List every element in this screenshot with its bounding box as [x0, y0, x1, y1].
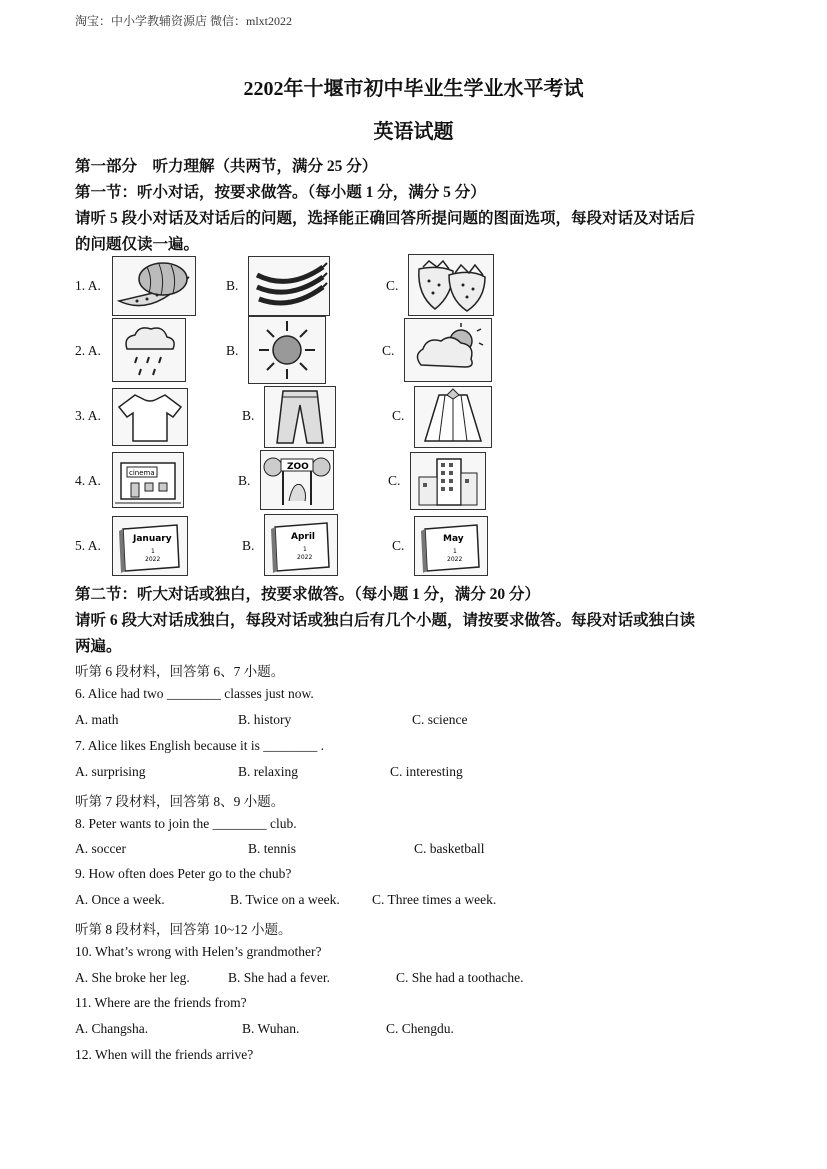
page-header: 淘宝：中小学教辅资源店 微信：mlxt2022: [75, 14, 293, 28]
question-9: 9. How often does Peter go to the chub?: [75, 866, 292, 881]
q2-option-c-label: C.: [382, 343, 395, 358]
q4-option-a-label: 4. A.: [75, 473, 101, 488]
q5-option-a-label: 5. A.: [75, 538, 101, 553]
calendar-month: May: [443, 534, 464, 544]
q9-option-c[interactable]: C. Three times a week.: [372, 892, 497, 907]
calendar-year: 2022: [145, 556, 161, 563]
section2-instruction-2: 两遍。: [75, 638, 122, 655]
q11-option-b[interactable]: B. Wuhan.: [242, 1021, 300, 1036]
calendar-icon[interactable]: [112, 516, 188, 576]
q7-option-c[interactable]: C. interesting: [390, 764, 463, 779]
tshirt-icon[interactable]: [112, 388, 188, 446]
bananas-icon[interactable]: [248, 256, 330, 316]
calendar-icon[interactable]: [264, 514, 338, 576]
part1-heading: 第一部分 听力理解（共两节，满分 25 分）: [75, 158, 378, 175]
section2-heading: 第二节：听大对话或独白，按要求做答。（每小题 1 分，满分 20 分）: [75, 586, 541, 603]
q10-option-a[interactable]: A. She broke her leg.: [75, 970, 190, 985]
q2-option-a-label: 2. A.: [75, 343, 101, 358]
question-11: 11. Where are the friends from?: [75, 995, 247, 1010]
q7-option-a[interactable]: A. surprising: [75, 764, 146, 779]
calendar-year: 2022: [297, 554, 313, 561]
q11-option-a[interactable]: A. Changsha.: [75, 1021, 149, 1036]
calendar-year: 2022: [447, 556, 463, 563]
question-10: 10. What’s wrong with Helen’s grandmother?: [75, 944, 322, 959]
cinema-icon[interactable]: [112, 452, 184, 508]
section2-instruction-1: 请听 6 段大对话成独白，每段对话或独白后有几个小题，请按要求做答。每段对话或独白读: [75, 612, 696, 629]
calendar-icon[interactable]: [414, 516, 488, 576]
q1-option-a-label: 1. A.: [75, 278, 101, 293]
q3-option-a-label: 3. A.: [75, 408, 101, 423]
q5-option-b-label: B.: [242, 538, 255, 553]
q8-option-a[interactable]: A. soccer: [75, 841, 126, 856]
section1-heading: 第一节：听小对话，按要求做答。（每小题 1 分，满分 5 分）: [75, 184, 486, 201]
q2-option-b-label: B.: [226, 343, 239, 358]
material-8-note: 听第 8 段材料，回答第 10~12 小题。: [75, 922, 292, 937]
q9-option-b[interactable]: B. Twice on a week.: [230, 892, 340, 907]
q8-option-c[interactable]: C. basketball: [414, 841, 485, 856]
material-6-note: 听第 6 段材料，回答第 6、7 小题。: [75, 664, 285, 679]
zoo-sign-text: ZOO: [287, 462, 309, 472]
section1-instruction-2: 的问题仅读一遍。: [75, 236, 200, 253]
zoo-icon[interactable]: [260, 450, 334, 510]
q10-option-c[interactable]: C. She had a toothache.: [396, 970, 524, 985]
building-icon[interactable]: [410, 452, 486, 510]
calendar-day: 1: [453, 548, 457, 555]
q3-option-b-label: B.: [242, 408, 255, 423]
question-12: 12. When will the friends arrive?: [75, 1047, 254, 1062]
exam-subtitle: 英语试题: [373, 121, 454, 143]
q11-option-c[interactable]: C. Chengdu.: [386, 1021, 454, 1036]
q8-option-b[interactable]: B. tennis: [248, 841, 297, 856]
sun-icon[interactable]: [248, 316, 326, 384]
q4-option-c-label: C.: [388, 473, 401, 488]
watermelon-icon[interactable]: [112, 256, 196, 316]
trousers-icon[interactable]: [264, 386, 336, 448]
q3-option-c-label: C.: [392, 408, 405, 423]
question-6: 6. Alice had two ________ classes just now.: [75, 686, 314, 701]
q9-option-a[interactable]: A. Once a week.: [75, 892, 165, 907]
q6-option-b[interactable]: B. history: [238, 712, 292, 727]
rain-cloud-icon[interactable]: [112, 318, 186, 382]
section1-instruction-1: 请听 5 段小对话及对话后的问题，选择能正确回答所提问题的图面选项，每段对话及对话后: [75, 210, 696, 227]
exam-title: 2202年十堰市初中毕业生学业水平考试: [243, 78, 584, 100]
question-7: 7. Alice likes English because it is ________ .: [75, 738, 324, 753]
calendar-month: January: [133, 534, 172, 544]
q1-option-b-label: B.: [226, 278, 239, 293]
calendar-day: 1: [303, 546, 307, 553]
strawberries-icon[interactable]: [408, 254, 494, 316]
skirt-icon[interactable]: [414, 386, 492, 448]
q1-option-c-label: C.: [386, 278, 399, 293]
material-7-note: 听第 7 段材料，回答第 8、9 小题。: [75, 794, 285, 809]
q7-option-b[interactable]: B. relaxing: [238, 764, 298, 779]
cloud-sun-icon[interactable]: [404, 318, 492, 382]
calendar-day: 1: [151, 548, 155, 555]
q10-option-b[interactable]: B. She had a fever.: [228, 970, 330, 985]
q5-option-c-label: C.: [392, 538, 405, 553]
q6-option-a[interactable]: A. math: [75, 712, 119, 727]
q4-option-b-label: B.: [238, 473, 251, 488]
question-8: 8. Peter wants to join the ________ club.: [75, 816, 297, 831]
q6-option-c[interactable]: C. science: [412, 712, 468, 727]
calendar-month: April: [291, 532, 316, 542]
cinema-sign-text: cinema: [129, 469, 155, 477]
